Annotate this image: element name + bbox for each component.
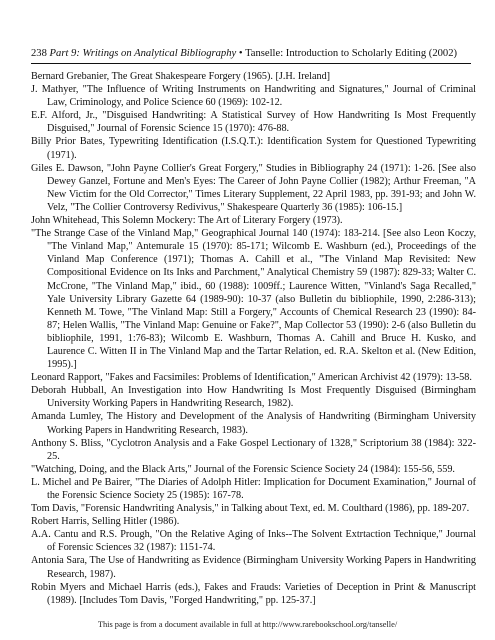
book-title: Tanselle: Introduction to Scholarly Editing (2002) bbox=[245, 48, 458, 59]
header-rule bbox=[31, 63, 471, 64]
bibliography-entry: Giles E. Dawson, "John Payne Collier's Great Forgery," Studies in Bibliography 24 (1971): 1-26. [See also Dewey Ganzel, Fortune and Men's Eyes: The Career of John Payne Collier (1982); Arthur Freeman, "A New Victim for the Old Corrector," Times Literary Supplement, 22 April 1983, pp. 391-93; and John W. Velz, "The Collier Controversy Redivivus," Shakespeare Quarterly 36 (1985): 106-15.] bbox=[31, 162, 476, 213]
bibliography-entry: J. Mathyer, "The Influence of Writing Instruments on Handwriting and Signatures," Journal of Criminal Law, Criminology, and Police Science 60 (1969): 102-12. bbox=[31, 84, 476, 109]
bibliography-entry: E.F. Alford, Jr., "Disguised Handwriting: A Statistical Survey of How Handwriting Is Most Frequently Disguised," Journal of Forensic Science 15 (1970): 476-88. bbox=[31, 110, 476, 135]
bibliography-entry: Robert Harris, Selling Hitler (1986). bbox=[31, 516, 180, 528]
bibliography-entry: Bernard Grebanier, The Great Shakespeare Forgery (1965). [J.H. Ireland] bbox=[31, 71, 331, 82]
bibliography-entry: Leonard Rapport, "Fakes and Facsimiles: Problems of Identification," American Archivist 42 (1979): 13-58. bbox=[31, 372, 472, 384]
page-number: 238 bbox=[31, 48, 47, 59]
bibliography-entry: Deborah Hubball, An Investigation into How Handwriting Is Most Frequently Disguised (Birmingham University Working Papers in Handwriting Research, 1982). bbox=[31, 385, 476, 410]
bibliography-entry: L. Michel and Pe Bairer, "The Diaries of Adolph Hitler: Implication for Document Examination," Journal of the Forensic Science Society 25 (1985): 167-78. bbox=[31, 476, 476, 501]
bibliography-entry: Robin Myers and Michael Harris (eds.), Fakes and Frauds: Varieties of Deception in Print & Manuscript (1989). [Includes Tom Davis, "Forged Handwriting," pp. 125-37.] bbox=[31, 581, 476, 606]
bibliography-entry: Tom Davis, "Forensic Handwriting Analysis," in Talking about Text, ed. M. Coulthard (1986), pp. 189-207. bbox=[31, 503, 470, 515]
bibliography-entry: Amanda Lumley, The History and Development of the Analysis of Handwriting (Birmingham University Working Papers in Handwriting Research, 1983). bbox=[31, 411, 476, 436]
bibliography-entry: Anthony S. Bliss, "Cyclotron Analysis and a Fake Gospel Lectionary of 1328," Scriptorium 38 (1984): 322-25. bbox=[31, 437, 476, 462]
source-footer: This page is from a document available in full at http://www.rarebookschool.org/tanselle/ bbox=[97, 620, 398, 629]
bibliography-entry: A.A. Cantu and R.S. Prough, "On the Relative Aging of Inks--The Solvent Extrtaction Technique," Journal of Forensic Sciences 32 (1987): 1151-74. bbox=[31, 529, 476, 554]
bibliography-entry: "Watching, Doing, and the Black Arts," Journal of the Forensic Science Society 24 (1984): 155-56, 559. bbox=[31, 463, 455, 475]
running-header bbox=[31, 48, 471, 59]
bibliography-entry: "The Strange Case of the Vinland Map," Geographical Journal 140 (1974): 183-214. [See also Leon Koczy, "The Vinland Map," Antemurale 15 (1970): 85-171; Wilcomb E. Washburn (ed.), Proceedings of the Vinland Map Conference (1971); Thomas A. Cahill et al., "The Vinland Map Revisited: New Compositional Evidence on Its Inks and Parchment," Analytical Chemistry 59 (1987): 829-33; Walter C. McCrone, "The Vinland Map," ibid., 60 (1988): 1009ff.; Laurence Witten, "Vinland's Saga Recalled," Yale University Library Gazette 64 (1989-90): 10-37 (also Bulletin du bibliophile, 1990, 2:286-313); Kenneth M. Towe, "The Vinland Map: Still a Forgery," Accounts of Chemical Research 23 (1990): 84-87; Helen Wallis, "The Vinland Map: Genuine or Fake?", Map Collector 53 (1990): 2-6 (also Bulletin du bibliophile, 1991, 1:76-83); Wilcomb E. Washburn, Thomas A. Cahill and Bruce H. Kusko, and Laurence C. Witten II in The Vinland Map and the Tartar Relation, ed. R.A. Skelton et al. (New Edition, 1995).] bbox=[31, 228, 476, 371]
bibliography-entry: Antonia Sara, The Use of Handwriting as Evidence (Birmingham University Working Papers in Handwriting Research, 1987). bbox=[31, 555, 476, 580]
header-separator: • bbox=[238, 48, 243, 59]
bibliography-entry: Billy Prior Bates, Typewriting Identification (I.S.Q.T.): Identification System for Questioned Typewriting (1971). bbox=[31, 136, 476, 161]
bibliography-list bbox=[31, 70, 476, 607]
bibliography-entry: John Whitehead, This Solemn Mockery: The Art of Literary Forgery (1973). bbox=[31, 215, 343, 227]
running-title: Part 9: Writings on Analytical Bibliography bbox=[49, 48, 237, 59]
